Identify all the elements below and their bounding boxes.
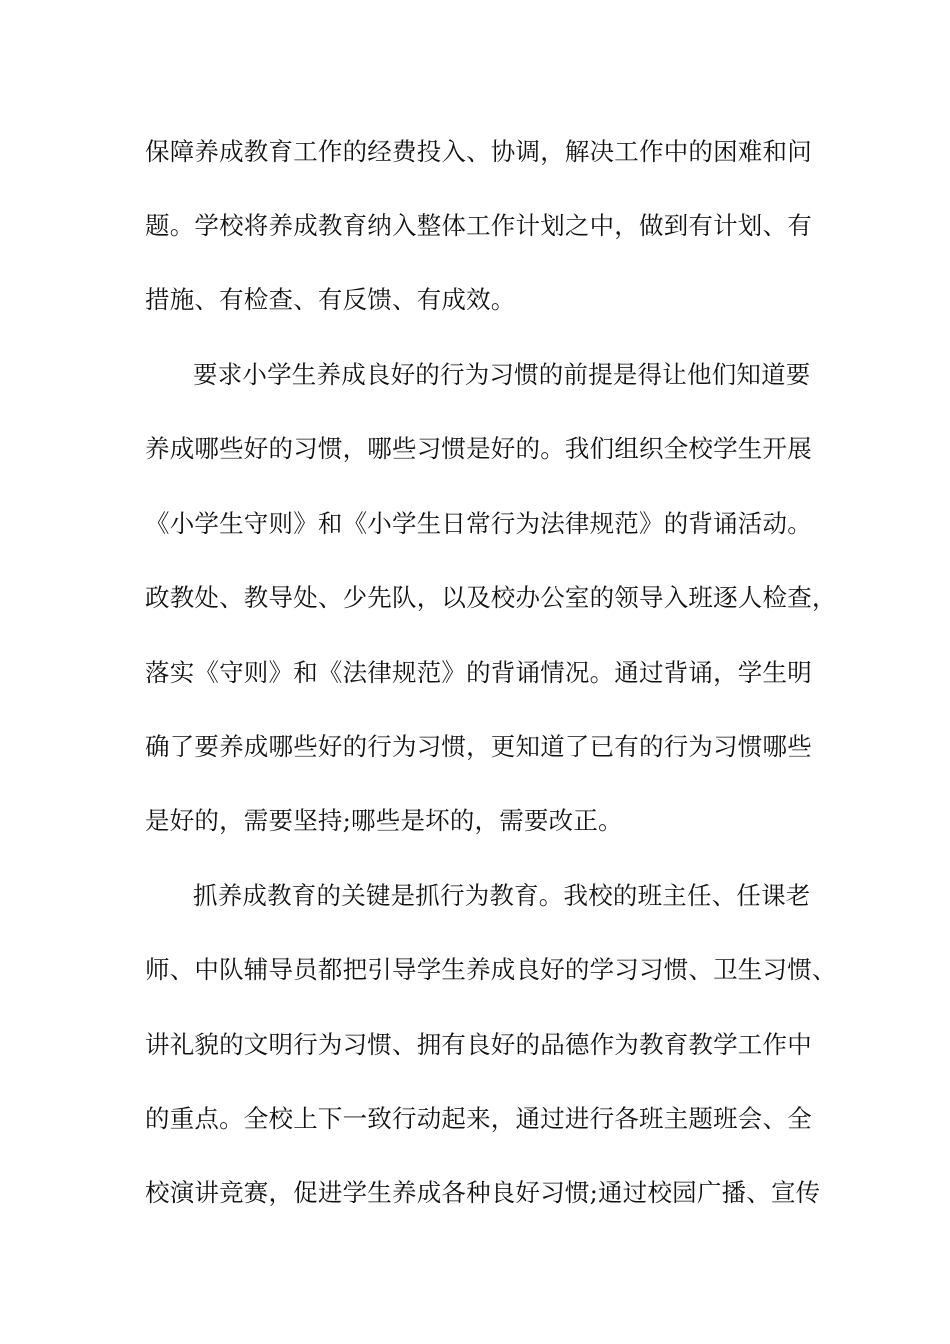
text-line: 题。学校将养成教育纳入整体工作计划之中，做到有计划、有 [145,211,812,240]
paragraph-first-line: 要求小学生养成良好的行为习惯的前提是得让他们知道要 [193,360,811,389]
paragraph-first-line: 抓养成教育的关键是抓行为教育。我校的班主任、任课老 [193,881,811,910]
text-line: 的重点。全校上下一致行动起来，通过进行各班主题班会、全 [145,1104,812,1133]
text-line: 保障养成教育工作的经费投入、协调，解决工作中的困难和问 [145,137,812,166]
text-line: 《小学生守则》和《小学生日常行为法律规范》的背诵活动。 [145,509,812,538]
text-line: 是好的，需要坚持;哪些是坏的，需要改正。 [145,806,623,835]
text-line: 措施、有检查、有反馈、有成效。 [145,285,516,314]
text-line: 讲礼貌的文明行为习惯、拥有良好的品德作为教育教学工作中 [145,1030,812,1059]
text-line: 落实《守则》和《法律规范》的背诵情况。通过背诵，学生明 [145,658,812,687]
text-line: 政教处、教导处、少先队，以及校办公室的领导入班逐人检查， [145,583,837,612]
text-line: 师、中队辅导员都把引导学生养成良好的学习习惯、卫生习惯、 [145,955,837,984]
text-line: 确了要养成哪些好的行为习惯，更知道了已有的行为习惯哪些 [145,732,812,761]
text-line: 养成哪些好的习惯，哪些习惯是好的。我们组织全校学生开展 [145,434,812,463]
text-line: 校演讲竞赛，促进学生养成各种良好习惯;通过校园广播、宣传 [145,1178,821,1207]
